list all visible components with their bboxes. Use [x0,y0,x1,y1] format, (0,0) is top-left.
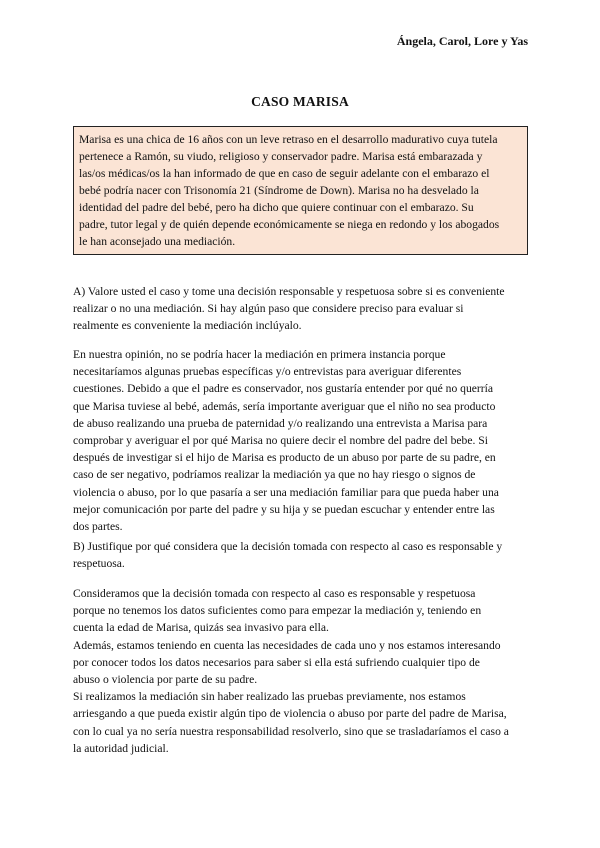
answer-a-line: comprobar y averiguar el por qué Marisa no quiere decir el nombre del padre del bebe. Si [73,434,488,448]
answer-b-line: arriesgando a que pueda existir algún tipo de violencia o abuso por parte del padre de Marisa, [73,707,507,721]
case-line: padre, tutor legal y de quién depende económicamente se niega en redondo y los abogados [79,218,500,231]
answer-a-line: necesitaríamos algunas pruebas específicas y/o entrevistas para averiguar diferentes [73,365,462,379]
answer-b-line: por conocer todos los datos necesarios para saber si ella está sufriendo cualquier tipo de [73,655,480,669]
case-line: bebé podría nacer con Trisonomía 21 (Síndrome de Down). Marisa no ha desvelado la [79,184,479,197]
answer-b [73,585,529,757]
question-a-line: A) Valore usted el caso y tome una decisión responsable y respetuosa sobre si es conveniente [73,285,505,298]
case-description-box [73,126,528,255]
question-b-line: B) Justifique por qué considera que la decisión tomada con respecto al caso es responsable y [73,540,503,553]
answer-a-line: mejor comunicación por parte del padre y su hija y se puedan escuchar y entender entre las [73,502,495,516]
answer-a-line: cuestiones. Debido a que el padre es conservador, nos gustaría entender por qué no querría [73,382,493,396]
case-line: las/os médicas/os la han informado de que en caso de seguir adelante con el embarazo el [79,167,490,180]
question-b-line: respetuosa. [73,557,125,571]
answer-b-line: con lo cual ya no sería nuestra responsabilidad resolverlo, sino que se trasladaríamos el caso a [73,724,509,738]
answer-a-line: En nuestra opinión, no se podría hacer la mediación en primera instancia porque [73,348,446,361]
answer-a-line: dos partes. [73,520,123,534]
answer-b-line: abuso o violencia por parte de su padre. [73,673,258,687]
answer-b-line: Consideramos que la decisión tomada con respecto al caso es responsable y respetuosa [73,587,476,600]
question-a [73,283,529,335]
answer-a-line: violencia o abuso, por lo que pasaría a ser una mediación familiar para que pueda haber una [73,485,499,499]
case-line: Marisa es una chica de 16 años con un leve retraso en el desarrollo madurativo cuya tutela [79,133,498,146]
question-b [73,538,529,572]
question-a-line: realmente es conveniente la mediación inclúyalo. [73,319,302,333]
answer-b-line: Si realizamos la mediación sin haber realizado las pruebas previamente, nos estamos [73,690,466,704]
answer-b-line: porque no tenemos los datos suficientes como para empezar la mediación y, teniendo en [73,604,482,618]
page-title: CASO MARISA [251,94,349,109]
answer-b-line: cuenta la edad de Marisa, quizás sea invasivo para ella. [73,621,329,635]
case-line: le han aconsejado una mediación. [79,235,236,248]
case-line: pertenece a Ramón, su viudo, religioso y conservador padre. Marisa está embarazada y [79,150,483,163]
case-line: identidad del padre del bebé, pero ha dicho que quiere continuar con el embarazo. Su [79,201,474,214]
answer-b-line: Además, estamos teniendo en cuenta las necesidades de cada uno y nos estamos interesando [73,638,501,652]
answer-a-line: que Marisa tuviese al bebé, además, sería importante averiguar que el niño no sea producto [73,399,496,413]
answer-a-line: de abuso realizando una prueba de paternidad y/o realizando una entrevista a Marisa para [73,416,488,430]
answer-a-line: después de investigar si el hijo de Marisa es producto de un abuso por parte de su padre, en [73,451,496,465]
question-a-line: realizar o no una mediación. Si hay algún paso que considere preciso para evaluar si [73,302,464,316]
answer-b-line: la autoridad judicial. [73,741,169,755]
authors-header: Ángela, Carol, Lore y Yas [396,34,528,48]
answer-a-line: caso de ser negativo, podríamos realizar la mediación ya que no hay riesgo o signos de [73,468,476,482]
answer-a [73,346,529,535]
